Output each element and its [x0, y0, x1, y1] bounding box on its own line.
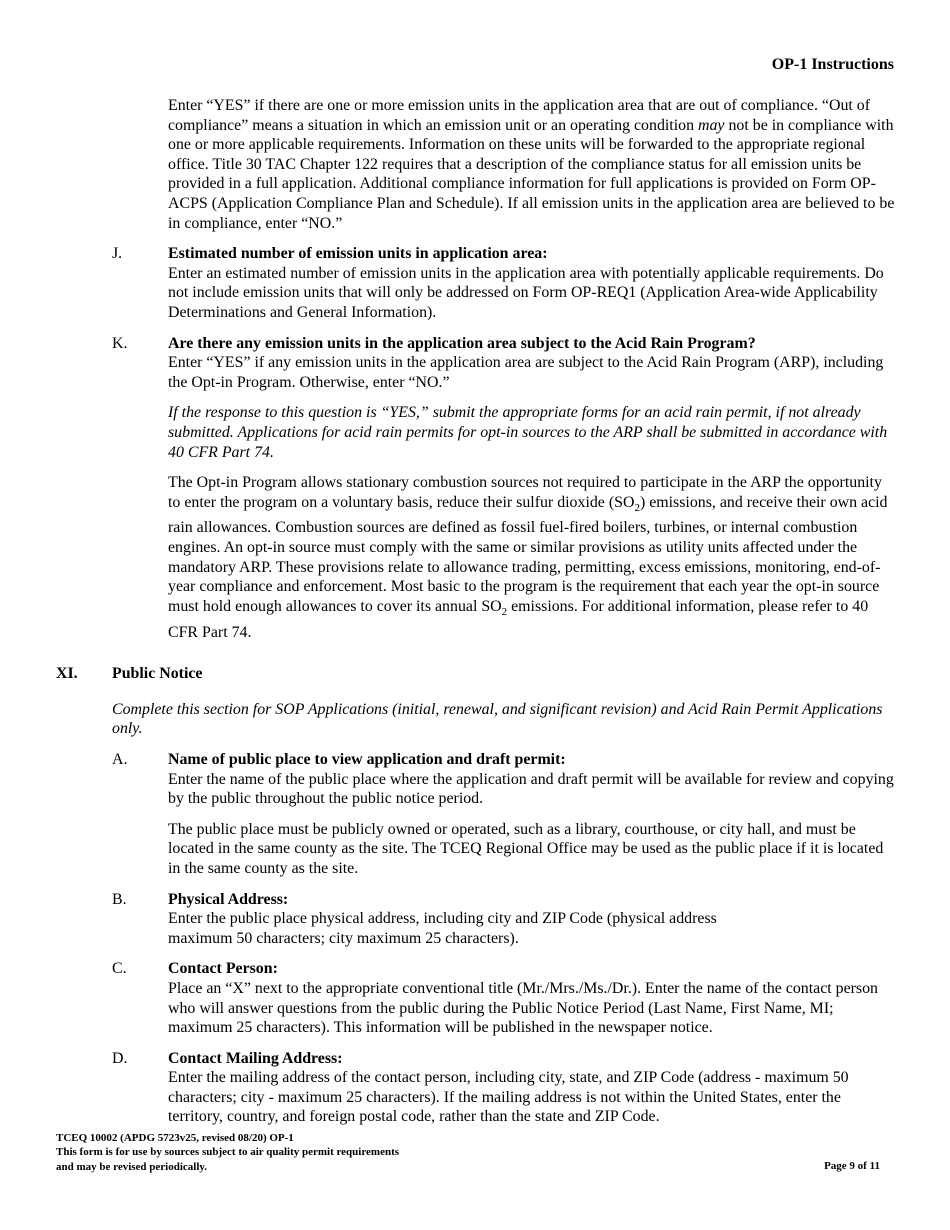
footer-line-3: and may be revised periodically. — [56, 1160, 208, 1173]
item-c-heading: Contact Person: — [168, 960, 278, 978]
item-d-heading: Contact Mailing Address: — [168, 1049, 343, 1067]
item-j — [56, 244, 896, 322]
so2-subscript-1: 2 — [634, 501, 640, 514]
item-k-heading: Are there any emission units in the application area subject to the Acid Rain Program? — [168, 334, 756, 352]
footer-line-1: TCEQ 10002 (APDG 5723v25, revised 08/20) OP-1 — [56, 1132, 294, 1144]
compliance-text-b: not be in compliance with one or more applicable requirements. Information on these units will be forwarded to the appropriate regional office. Title 30 TAC Chapter 122 requires that a description of the compliance status for all emission units be provided in a full application. Additional compliance information for full applications is provided on Form OP-ACPS (Application Compliance Plan and Schedule). If all emission units in the application area are believed to be in compliance, enter “NO.” — [168, 116, 895, 232]
item-b-heading: Physical Address: — [168, 890, 289, 908]
compliance-text-a: Enter “YES” if there are one or more emission units in the application area that are out of compliance. “Out of compliance” means a situation in which an emission unit or an operating condition — [168, 97, 871, 134]
item-a-text: Enter the name of the public place where the application and draft permit will be available for review and copying by the public throughout the public notice period. — [168, 770, 894, 808]
footer-form-info — [56, 1131, 399, 1174]
page-header-title: OP-1 Instructions — [771, 56, 894, 73]
item-j-letter: J. — [112, 245, 123, 263]
item-c-letter: C. — [112, 960, 127, 978]
item-a — [56, 750, 896, 879]
item-k — [56, 334, 896, 643]
item-c — [56, 959, 896, 1037]
page-number: Page 9 of 11 — [824, 1160, 880, 1172]
optin-text-c: emissions. For additional information, please refer to 40 CFR Part 74. — [168, 597, 869, 641]
optin-text-b: ) emissions, and receive their own acid rain allowances. Combustion sources are defined as fossil fuel-fired boilers, turbines, or internal combustion engines. An opt-in source must comply with the same or similar provisions as utility units affected under the mandatory ARP. These provisions relate to allowance trading, permitting, excess emissions, monitoring, end-of-year compliance and enforcement. Most basic to the program is the requirement that each year the opt-in source must hold enough allowances to cover its annual SO — [168, 493, 888, 615]
section-xi-number: XI. — [56, 665, 78, 683]
item-k-optin-paragraph — [168, 473, 896, 642]
item-b-letter: B. — [112, 890, 127, 908]
item-a-heading: Name of public place to view application and draft permit: — [168, 750, 566, 768]
footer-line-2: This form is for use by sources subject to air quality permit requirements — [56, 1146, 400, 1159]
item-c-text: Place an “X” next to the appropriate conventional title (Mr./Mrs./Ms./Dr.). Enter the name of the contact person who will answer questions from the public during the Public Notice Period (Last Name, First Name, MI; maximum 25 characters). This information will be published in the newspaper notice. — [168, 979, 879, 1037]
item-j-text: Enter an estimated number of emission units in the application area with potentially applicable requirements. Do not include emission units that will only be addressed on Form OP-REQ1 (Application Area-wide Applicability Determinations and General Information). — [168, 264, 884, 321]
item-d-letter: D. — [112, 1049, 128, 1067]
so2-subscript-2: 2 — [501, 606, 508, 618]
item-d — [56, 1049, 896, 1127]
item-a-letter: A. — [112, 750, 128, 768]
item-b — [56, 890, 896, 949]
optin-text-a: The Opt-in Program allows stationary combustion sources not required to participate in the ARP the opportunity to enter the program on a voluntary basis, reduce their sulfur dioxide (SO — [168, 474, 882, 511]
item-j-heading: Estimated number of emission units in application area: — [168, 245, 548, 263]
item-b-line1: Enter the public place physical address, including city and ZIP Code (physical address — [168, 910, 717, 928]
section-xi-title: Public Notice — [112, 665, 203, 683]
section-xi-intro: Complete this section for SOP Applications (initial, renewal, and significant revision) and Acid Rain Permit Applications only. — [112, 700, 883, 738]
document-body — [56, 96, 896, 1138]
item-d-text: Enter the mailing address of the contact person, including city, state, and ZIP Code (address - maximum 50 characters; city - maximum 25 characters). If the mailing address is not within the United States, enter the territory, country, and foreign postal code, rather than the state and ZIP Code. — [168, 1069, 849, 1126]
item-b-line2: maximum 50 characters; city maximum 25 characters). — [168, 929, 519, 947]
item-k-text: Enter “YES” if any emission units in the application area are subject to the Acid Rain Program (ARP), including the Opt-in Program. Otherwise, enter “NO.” — [168, 354, 884, 391]
section-xi-heading — [56, 664, 896, 684]
compliance-paragraph — [168, 96, 896, 233]
item-a-text2: The public place must be publicly owned or operated, such as a library, courthouse, or city hall, and must be located in the same county as the site. The TCEQ Regional Office may be used as the public place if it is located in the same county as the site. — [168, 820, 884, 877]
compliance-text-em: may — [698, 116, 725, 134]
item-k-italic-note: If the response to this question is “YES,” submit the appropriate forms for an acid rain permit, if not already submitted. Applications for acid rain permits for opt-in sources to the ARP shall be submitted in accordance with 40 CFR Part 74. — [168, 404, 888, 461]
item-k-letter: K. — [112, 334, 128, 352]
